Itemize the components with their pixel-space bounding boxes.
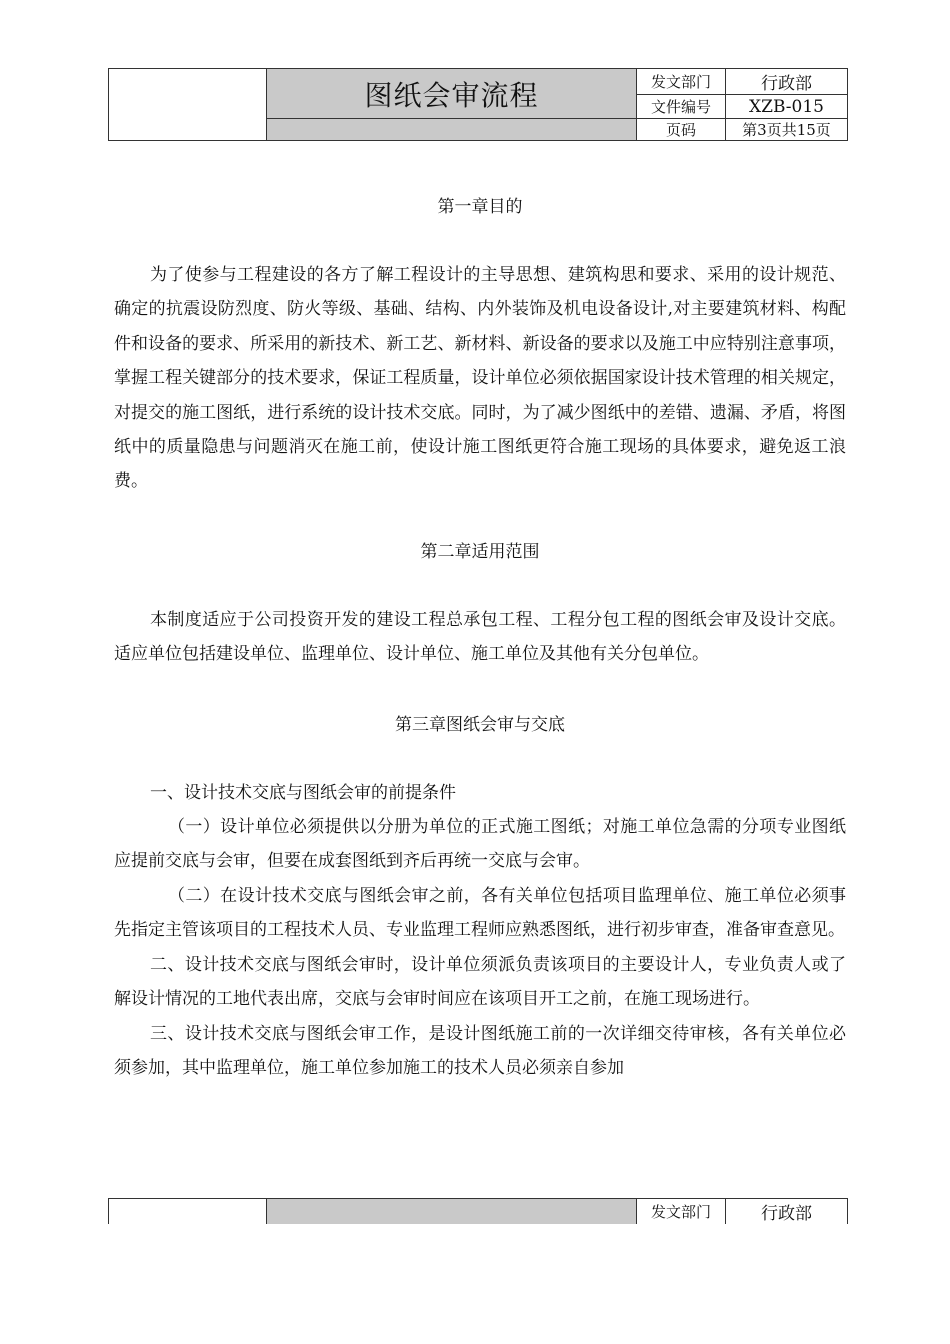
title-cell-bottom — [267, 119, 637, 141]
footer-logo-cell — [109, 1199, 267, 1225]
chapter-3-title: 第三章图纸会审与交底 — [395, 714, 565, 735]
section-3-paragraph: 三、设计技术交底与图纸会审工作，是设计图纸施工前的一次详细交待审核，各有关单位必须参加，其中监理单位，施工单位参加施工的技术人员必须亲自参加 — [114, 1023, 846, 1078]
page-label: 页码 — [637, 119, 726, 141]
footer-table — [108, 1198, 848, 1224]
page-value: 第3页共15页 — [726, 119, 848, 141]
docno-value: XZB-015 — [726, 95, 848, 119]
document-body — [114, 190, 846, 1085]
document-header-table — [108, 68, 848, 141]
chapter-1-title: 第一章目的 — [437, 197, 523, 217]
dept-label: 发文部门 — [637, 69, 726, 95]
chapter-2-paragraph: 本制度适应于公司投资开发的建设工程总承包工程、工程分包工程的图纸会审及设计交底。适应单位包括建设单位、监理单位、设计单位、施工单位及其他有关分包单位。 — [114, 609, 846, 665]
footer-dept-label: 发文部门 — [637, 1199, 726, 1225]
chapter-1-paragraph: 为了使参与工程建设的各方了解工程设计的主导思想、建筑构思和要求、采用的设计规范、确定的抗震设防烈度、防火等级、基础、结构、内外装饰及机电设备设计,对主要建筑材料、构配件和设备的要求、所采用的新技术、新工艺、新材料、新设备的要求以及施工中应特别注意事项，掌握工程关键部分的技术要求，保证工程质量，设计单位必须依据国家设计技术管理的相关规定，对提交的施工图纸，进行系统的设计技术交底。同时，为了减少图纸中的差错、遗漏、矛盾，将图纸中的质量隐患与问题消灭在施工前，使设计施工图纸更符合施工现场的具体要求，避免返工浪费。 — [114, 265, 846, 492]
chapter-2-title: 第二章适用范围 — [420, 541, 540, 562]
section-1-heading: 一、设计技术交底与图纸会审的前提条件 — [150, 782, 456, 803]
section-2-paragraph: 二、设计技术交底与图纸会审时，设计单位须派负责该项目的主要设计人，专业负责人或了解设计情况的工地代表出席，交底与会审时间应在该项目开工之前，在施工现场进行。 — [114, 954, 846, 1010]
footer-title-cell — [267, 1199, 637, 1225]
dept-value: 行政部 — [726, 69, 848, 95]
item-1-paragraph: （一）设计单位必须提供以分册为单位的正式施工图纸；对施工单位急需的分项专业图纸应提前交底与会审，但要在成套图纸到齐后再统一交底与会审。 — [114, 817, 846, 872]
footer-dept-value: 行政部 — [726, 1199, 848, 1225]
document-title: 图纸会审流程 — [267, 69, 637, 119]
item-2-paragraph: （二）在设计技术交底与图纸会审之前，各有关单位包括项目监理单位、施工单位必须事先指定主管该项目的工程技术人员、专业监理工程师应熟悉图纸，进行初步审查，准备审查意见。 — [114, 885, 846, 941]
logo-cell — [109, 69, 267, 141]
docno-label: 文件编号 — [637, 95, 726, 119]
